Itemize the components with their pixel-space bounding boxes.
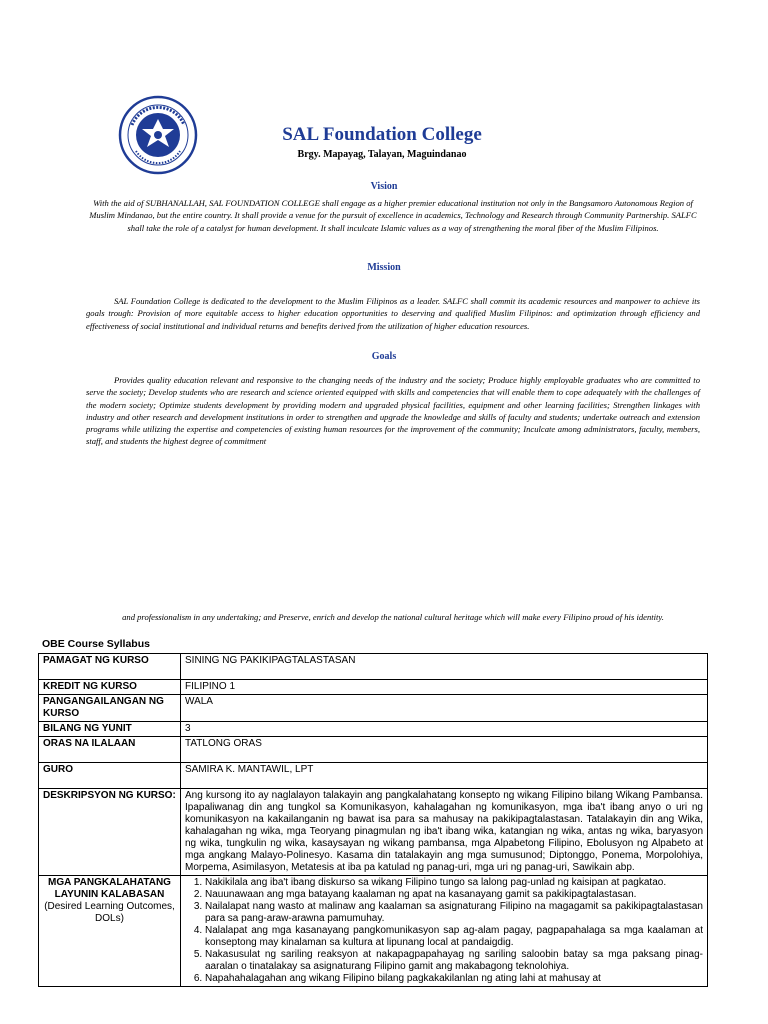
table-row (39, 737, 708, 763)
mission-heading: Mission (367, 262, 401, 273)
table-row (39, 789, 708, 876)
row-value: SAMIRA K. MANTAWIL, LPT (181, 763, 708, 789)
outcomes-label-main: MGA PANGKALAHATANG LAYUNIN KALABASAN (48, 877, 171, 900)
goals-text: Provides quality education relevant and responsive to the changing needs of the industry and the society; Produce highly employable graduates who are committed to serve the society; Develop students who are research and science oriented equipped with skills and competencies that will enable them to cope adequately with the challenges of the modern society; Optimize students development by providing modern and upgraded physical facilities, equipment and other learning facilities; Strengthen linkages with industry and other research and development institutions in order to strengthen and upgrade the knowledge and skills of faculty and students; undertake outreach and extension programs while utilizing the expertise and competencies of existing human resources for the improvement of the community; Inculcate among administrators, faculty, members, staff, and students the highest degree of commitment (86, 375, 700, 447)
list-item: 2. Nauunawaan ang mga batayang kaalaman ng apat na kasanayang gamit sa pakikipagtalastasan. (205, 889, 703, 901)
vision-heading: Vision (370, 181, 398, 192)
list-item: 3. Nailalapat nang wasto at malinaw ang kaalaman sa asignaturang Filipino na magagamit sa pakikipagtalastasan para sa pang-araw-arawna pamumuhay. (205, 901, 703, 925)
table-row (39, 654, 708, 680)
goals-continuation: and professionalism in any undertaking; and Preserve, enrich and develop the national cultural heritage which will make every Filipino proud of his identity. (122, 612, 664, 622)
table-row (39, 722, 708, 737)
syllabus-title: OBE Course Syllabus (42, 638, 150, 650)
vision-text: With the aid of SUBHANALLAH, SAL FOUNDATION COLLEGE shall engage as a higher premier educational institution not only in the Bangsamoro Autonomous Region of Muslim Mindanao, but the entire country. It shall provide a venue for the pursuit of excellence in academics, Technology and Research through Community Partnership. SALFC shall take the role of a catalyst for human development. It shall inculcate Islamic values as a way of strengthening the moral fiber of the Muslim Filipinos. (89, 198, 697, 233)
list-item: 5. Nakasusulat ng sariling reaksyon at nakapagpapahayag ng sariling saloobin batay sa mga paksang pinag-aaralan o tinatalakay sa asignaturang Filipino gamit ang makabagong teknolohiya. (205, 949, 703, 973)
outcomes-label (39, 876, 181, 987)
outcomes-list (185, 877, 703, 985)
college-name: SAL Foundation College (282, 124, 482, 145)
table-row (39, 763, 708, 789)
goals-heading: Goals (371, 351, 397, 362)
list-item: 1. Nakikilala ang iba't ibang diskurso sa wikang Filipino tungo sa lalong pag-unlad ng kaisipan at pagkatao. (205, 877, 703, 889)
row-label: DESKRIPSYON NG KURSO: (39, 789, 181, 876)
course-description: Ang kursong ito ay naglalayon talakayin ang pangkalahatang konsepto ng wikang Filipino bilang Wikang Pambansa. Ipapaliwanag din ang tungkol sa Komunikasyon, kahalagahan ng komunikasyon, mga iba't ibang anyo o uri ng komunikasyon na kakailanganin ng bawat isa para sa mahusay na pakikipagtalastasan. Tatalakayin din ang Wika, kahalagahan ng wika, mga Teoryang pinagmulan ng iba't ibang wika, katangian ng wika, antas ng wika, baryasyon ng wika, tungkulin ng wika, kasaysayan ng wikang pambansa, mga Alpabetong Filipino, Ebolusyon ng Alpabeto at mga angkang Malayo-Polinesyo. Kasama din tatalakayin ang mga sumusunod; Diptonggo, Ponema, Morpolohiya, Morpema, Asimilasyon, Metatesis at iba pa katulad ng panag-uri, mga uri ng panag-uri, Sawikain abp. (181, 789, 708, 876)
syllabus-table (38, 653, 708, 987)
row-label: BILANG NG YUNIT (39, 722, 181, 737)
college-seal-logo (118, 95, 198, 175)
row-value: TATLONG ORAS (181, 737, 708, 763)
row-value: SINING NG PAKIKIPAGTALASTASAN (181, 654, 708, 680)
table-row (39, 876, 708, 987)
mission-text: SAL Foundation College is dedicated to the development to the Muslim Filipinos as a leader. SALFC shall commit its academic resources and manpower to achieve its goals trough: Provision of more equitable access to higher education opportunities to deserving and qualified Muslim Filipinos: and optimization through efficiency and effectiveness of social institutional and individual returns and benefits derived from the utilization of higher education resources. (86, 296, 700, 331)
row-label: GURO (39, 763, 181, 789)
table-row (39, 695, 708, 722)
row-label: PANGANGAILANGAN NG KURSO (39, 695, 181, 722)
list-item: 4. Nalalapat ang mga kasanayang pangkomunikasyon sap ag-alam pagay, pagpapahalaga sa mga kaalaman at konseptong may kinalaman sa kultura at lipunang local at pandaigdig. (205, 925, 703, 949)
mission-paragraph (86, 295, 700, 332)
outcomes-cell (181, 876, 708, 987)
table-row (39, 680, 708, 695)
goals-paragraph (86, 374, 700, 448)
row-label: PAMAGAT NG KURSO (39, 654, 181, 680)
row-label: KREDIT NG KURSO (39, 680, 181, 695)
row-value: 3 (181, 722, 708, 737)
list-item: 6. Napahahalagahan ang wikang Filipino bilang pagkakakilanlan ng ating lahi at mahusay at (205, 973, 703, 985)
outcomes-label-sub: (Desired Learning Outcomes, DOLs) (44, 901, 175, 924)
row-label: ORAS NA ILALAAN (39, 737, 181, 763)
college-address: Brgy. Mapayag, Talayan, Maguindanao (297, 149, 467, 160)
row-value: FILIPINO 1 (181, 680, 708, 695)
row-value: WALA (181, 695, 708, 722)
